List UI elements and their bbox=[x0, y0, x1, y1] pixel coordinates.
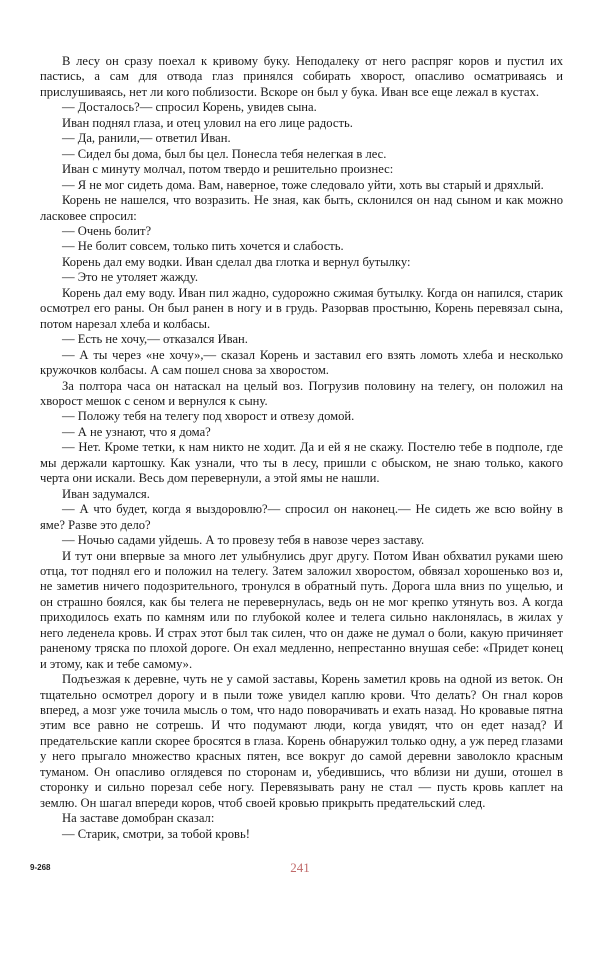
paragraph: За полтора часа он натаскал на целый воз. Погрузив половину на телегу, он положил на хворост мешок с сеном и вернулся к сыну. bbox=[40, 378, 563, 408]
paragraph: — Есть не хочу,— отказался Иван. bbox=[62, 332, 248, 347]
paragraph: Корень дал ему воду. Иван пил жадно, судорожно сжимая бутылку. Когда он напился, старик осмотрел его раны. Он был ранен в ногу и в грудь. Разорвав простыню, Корень перевязал сына, потом нарезал хлеба и колбасы. bbox=[40, 285, 563, 331]
paragraph: — Это не утоляет жажду. bbox=[62, 270, 198, 285]
paragraph: Иван поднял глаза, и отец уловил на его лице радость. bbox=[62, 115, 353, 130]
paragraph: — Досталось?— спросил Корень, увидев сына. bbox=[62, 100, 317, 115]
paragraph: — А что будет, когда я выздоровлю?— спросил он наконец.— Не сидеть же всю войну в яме? Разве это дело? bbox=[40, 502, 563, 532]
body-text bbox=[40, 54, 563, 842]
paragraph: На заставе домобран сказал: bbox=[62, 811, 215, 826]
paragraph: — Нет. Кроме тетки, к нам никто не ходит. Да и ей я не скажу. Постелю тебе в подполе, где мы держали картошку. Как узнали, что ты в лесу, пришли с обыском, не знаю только, какого черта они искали. Весь дом перевернули, а этой ямы не нашли. bbox=[40, 440, 563, 486]
page-number: 241 bbox=[290, 860, 310, 875]
page-footer bbox=[0, 860, 600, 880]
paragraph: — Ночью садами уйдешь. А то провезу тебя в навозе через заставу. bbox=[62, 533, 425, 548]
paragraph: — Сидел бы дома, был бы цел. Понесла тебя нелегкая в лес. bbox=[62, 146, 387, 161]
paragraph: Корень дал ему водки. Иван сделал два глотка и вернул бутылку: bbox=[62, 254, 411, 269]
paragraph: — Да, ранили,— ответил Иван. bbox=[62, 131, 231, 146]
paragraph: — Не болит совсем, только пить хочется и слабость. bbox=[62, 239, 344, 254]
paragraph: И тут они впервые за много лет улыбнулись друг другу. Потом Иван обхватил руками шею отца, тот поднял его и положил на телегу. Затем заложил хворостом, обвязал хорошенько воз и, не заметив ничего подозрительного, тронулся в обратный путь. Дорога шла вниз по ущелью, и он страшно боялся, как бы телега не перевернулась, ведь он не мог крепко утянуть воз. А когда приходилось ехать по камням или по глубокой колее и телега сильно наклонялась, в жилах у него леденела кровь. И страх этот был так силен, что он даже не думал о боли, какую причиняет раненому тряска по плохой дороге. Он ехал медленно, непрестанно внушая себе: «Придет конец и этому, как и тебе самому». bbox=[40, 548, 563, 671]
paragraph: Подъезжая к деревне, чуть не у самой заставы, Корень заметил кровь на одной из веток. Он тщательно осмотрел дорогу и в пыли тоже увидел каплю крови. Что делать? Он гнал коров вперед, а мозг уже точила мысль о том, что надо поворачивать и ехать назад. Но кровавые пятна этим все равно не сотрешь. И что подумают люди, когда увидят, что он едет назад? И предательские капли скорее бросятся в глаза. Корень обнаружил только одну, а уж перед глазами у него прыгало множество красных пятен, все вокруг до самой деревни заволокло красным туманом. Он опасливо оглядевся по сторонам и, убедившись, что вблизи ни души, отошел в сторонку и сильно порезал себе ногу. Перевязывать рану не стал — пусть кровь каплет на землю. Он шагал впереди коров, чтоб своей кровью прикрыть предательский след. bbox=[40, 672, 563, 810]
paragraph: — А не узнают, что я дома? bbox=[62, 424, 211, 439]
paragraph: — Очень болит? bbox=[62, 223, 152, 238]
paragraph: Корень не нашелся, что возразить. Не зная, как быть, склонился он над сыном и как можно ласковее спросил: bbox=[40, 193, 563, 223]
paragraph: Иван задумался. bbox=[62, 486, 150, 501]
paragraph: Иван с минуту молчал, потом твердо и решительно произнес: bbox=[62, 162, 394, 177]
paragraph: — Старик, смотри, за тобой кровь! bbox=[62, 826, 250, 841]
printer-signature-mark: 9-268 bbox=[30, 863, 51, 872]
paragraph: В лесу он сразу поехал к кривому буку. Неподалеку от него распряг коров и пустил их пастись, а сам для отвода глаз принялся собирать хворост, опасливо осматриваясь и прислушиваясь, нет ли кого поблизости. Вскоре он был у бука. Иван все еще лежал в кустах. bbox=[40, 54, 563, 99]
paragraph: — Положу тебя на телегу под хворост и отвезу домой. bbox=[62, 409, 355, 424]
paragraph: — А ты через «не хочу»,— сказал Корень и заставил его взять ломоть хлеба и несколько кружочков колбасы. А сам пошел снова за хворостом. bbox=[40, 347, 563, 378]
paragraph: — Я не мог сидеть дома. Вам, наверное, тоже следовало уйти, хоть вы старый и дряхлый. bbox=[62, 177, 544, 192]
